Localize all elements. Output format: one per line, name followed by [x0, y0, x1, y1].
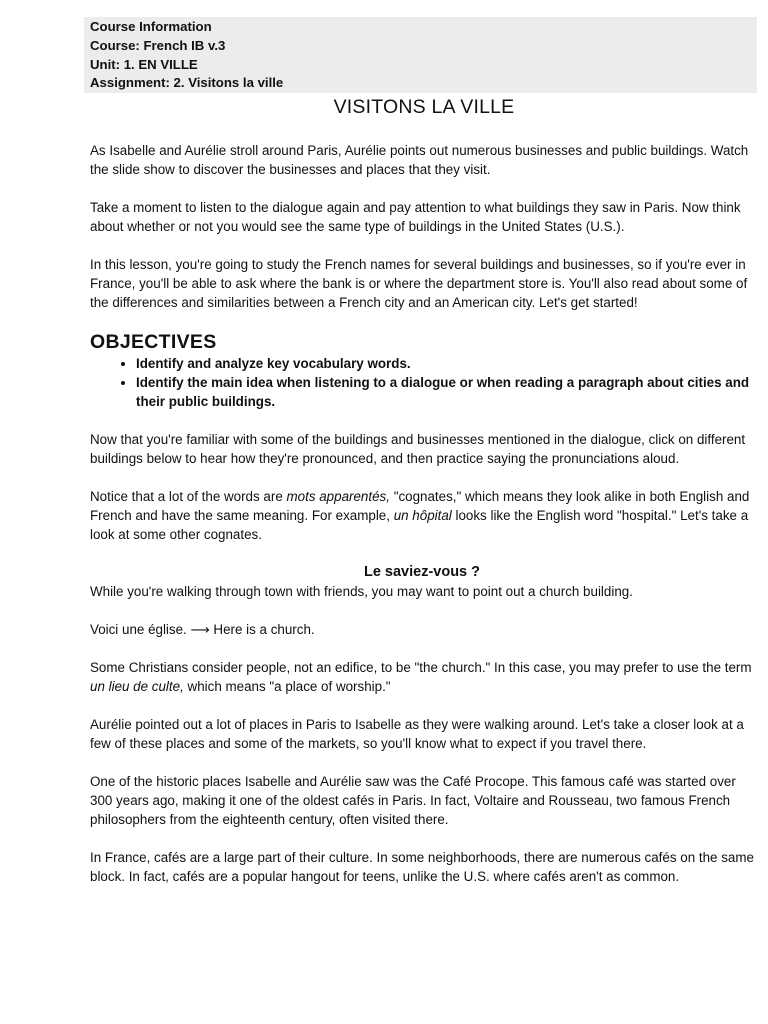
- intro-paragraph-3: In this lesson, you're going to study the French names for several buildings and businesses, so if you're ever in France, you'll be able to ask where the bank is or where the department store is. You'll also read about some of the differences and similarities between a French city and an American city. Let's get started!: [90, 257, 748, 310]
- course-info-heading: Course Information: [90, 19, 212, 34]
- objectives-heading: OBJECTIVES: [90, 331, 217, 353]
- worship-text-a: Some Christians consider people, not an edifice, to be "the church." In this case, you may prefer to use the term: [90, 660, 752, 675]
- cognates-text-a: Notice that a lot of the words are: [90, 489, 287, 504]
- main-content: [90, 141, 754, 905]
- objective-item: • Identify the main idea when listening to a dialogue or when reading a paragraph about cities and their public buildings.: [136, 373, 754, 411]
- places-paragraph: Aurélie pointed out a lot of places in Paris to Isabelle as they were walking around. Let's take a closer look at a few of these places and some of the markets, so you'll know what to expect if you travel there.: [90, 717, 744, 751]
- worship-text-b: which means "a place of worship.": [183, 679, 391, 694]
- objectives-list: [90, 354, 754, 411]
- unit-name: Unit: 1. EN VILLE: [90, 56, 198, 72]
- cognates-term-un-hopital: un hôpital: [393, 508, 452, 523]
- cafes-culture-paragraph: In France, cafés are a large part of their culture. In some neighborhoods, there are numerous cafés on the same block. In fact, cafés are a popular hangout for teens, unlike the U.S. where cafés aren't as common.: [90, 850, 754, 884]
- cognates-paragraph: [90, 487, 754, 544]
- place-of-worship-paragraph: [90, 658, 754, 696]
- church-example: Voici une église. ⟶ Here is a church.: [90, 622, 315, 637]
- cognates-term-mots-apparentes: mots apparentés,: [286, 489, 390, 504]
- objective-item: • Identify and analyze key vocabulary words.: [136, 354, 754, 373]
- church-intro-paragraph: While you're walking through town with friends, you may want to point out a church building.: [90, 584, 633, 599]
- saviez-vous-heading: Le saviez-vous ?: [363, 564, 481, 580]
- cognates-text-b: "cognates," which means they look alike in both English and French and have the same meaning. For example,: [90, 489, 750, 523]
- intro-paragraph-1: As Isabelle and Aurélie stroll around Paris, Aurélie points out numerous businesses and public buildings. Watch the slide show to discover the businesses and places that they visit.: [90, 143, 749, 177]
- intro-paragraph-2: Take a moment to listen to the dialogue again and pay attention to what buildings they saw in Paris. Now think about whether or not you would see the same type of buildings in the United States (U.S.).: [90, 200, 741, 234]
- cognates-text-c: looks like the English word "hospital." Let's take a look at some other cognates.: [90, 508, 749, 542]
- cafe-procope-paragraph: One of the historic places Isabelle and Aurélie saw was the Café Procope. This famous café was started over 300 years ago, making it one of the oldest cafés in Paris. In fact, Voltaire and Rousseau, two famous French philosophers from the eighteenth century, often visited there.: [90, 774, 736, 827]
- course-name: Course: French IB v.3: [90, 37, 226, 53]
- page-title: VISITONS LA VILLE: [333, 96, 515, 118]
- worship-term-un-lieu-de-culte: un lieu de culte,: [90, 679, 184, 694]
- course-information-box: [84, 17, 757, 93]
- buildings-paragraph: Now that you're familiar with some of the buildings and businesses mentioned in the dialogue, click on different buildings below to hear how they're pronounced, and then practice saying the pronunciations aloud.: [90, 432, 746, 466]
- assignment-name: Assignment: 2. Visitons la ville: [90, 75, 284, 91]
